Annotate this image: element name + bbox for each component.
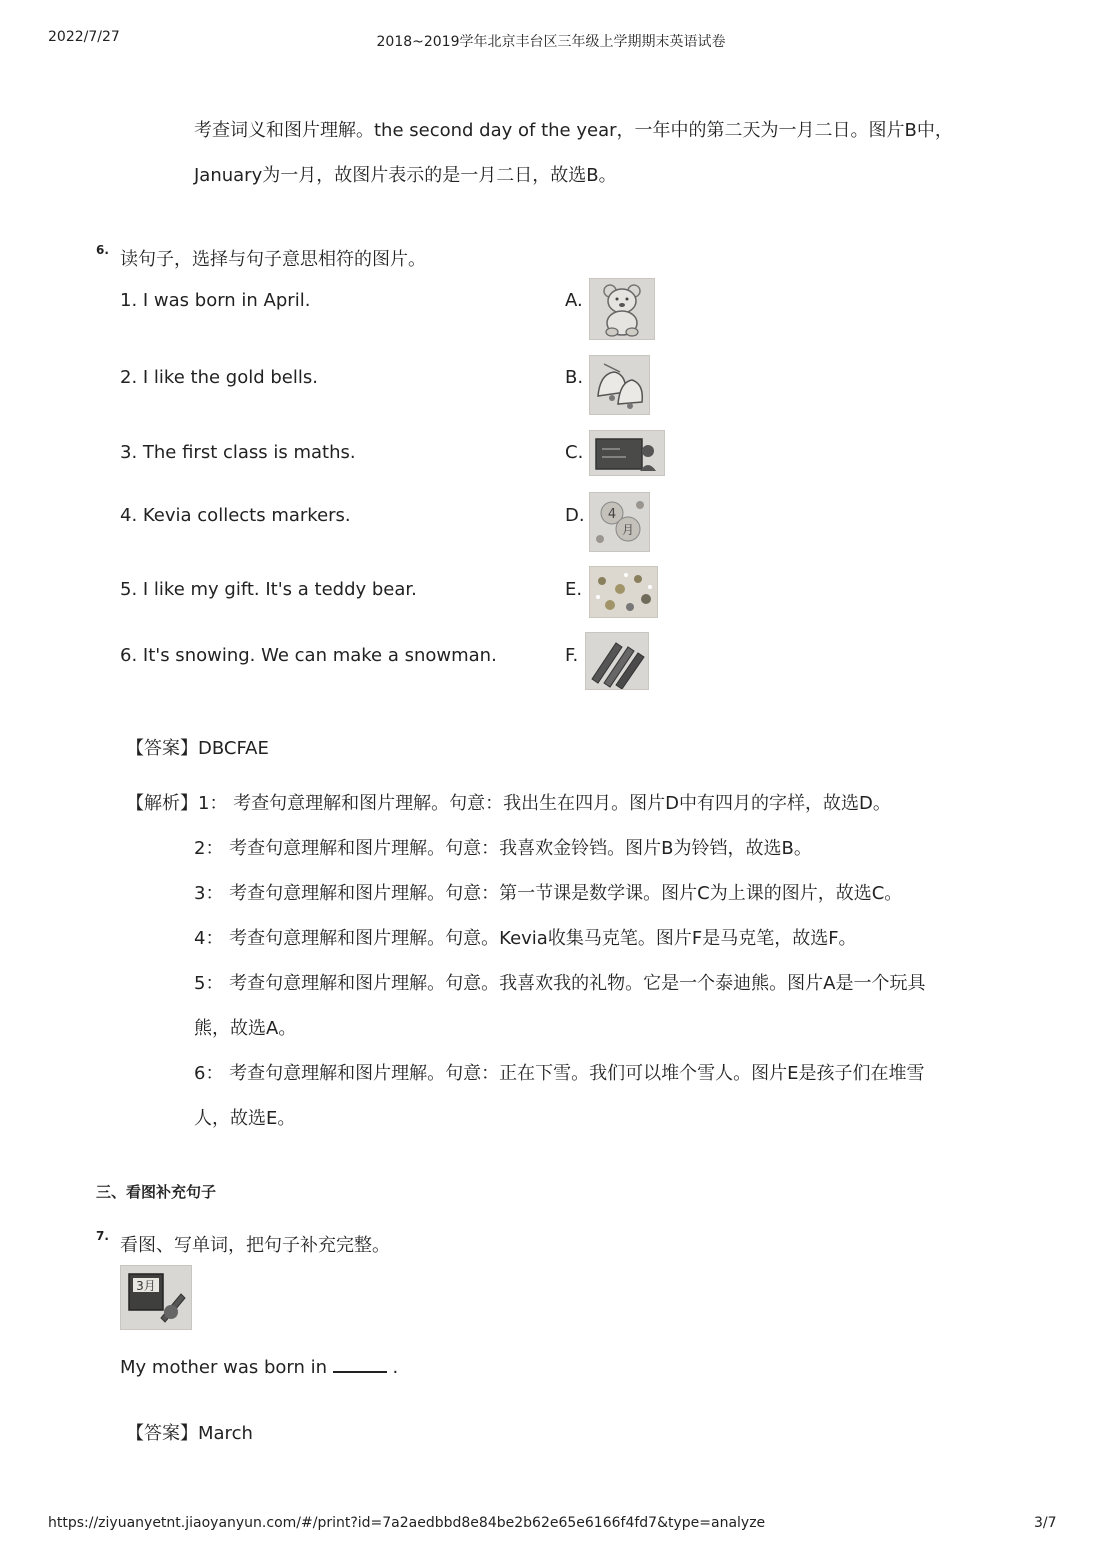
q6-sentence-1: 1. I was born in April. xyxy=(120,290,311,311)
q6-sentence-3: 3. The first class is maths. xyxy=(120,442,356,463)
q6-analysis-line-3: 3： 考查句意理解和图片理解。句意：第一节课是数学课。图片C为上课的图片，故选C。 xyxy=(194,883,903,904)
bells-picture xyxy=(589,355,650,415)
q6-analysis-line-6: 6： 考查句意理解和图片理解。句意：正在下雪。我们可以堆个雪人。图片E是孩子们在堆雪 xyxy=(194,1063,925,1084)
q6-analysis-text-1: 1： 考查句意理解和图片理解。句意：我出生在四月。图片D中有四月的字样，故选D。 xyxy=(198,793,891,814)
q7-answer-blank xyxy=(333,1359,387,1373)
q6-analysis-line-6b: 人，故选E。 xyxy=(194,1108,296,1129)
q6-answer-value: DBCFAE xyxy=(198,738,269,759)
march-picture-text: 3月 xyxy=(136,1279,156,1293)
footer-url[interactable]: https://ziyuanyetnt.jiaoyanyun.com/#/print?id=7a2aedbbd8e84be2b62e65e6166f4fd7&type=analyze xyxy=(48,1515,766,1531)
q7-answer-label: 【答案】 xyxy=(126,1423,198,1444)
q5-explanation-line-2: January为一月，故图片表示的是一月二日，故选B。 xyxy=(194,165,617,186)
q6-analysis-label: 【解析】 xyxy=(126,793,198,814)
q6-answer xyxy=(126,734,269,760)
q6-answer-label: 【答案】 xyxy=(126,738,198,759)
q6-sentence-5: 5. I like my gift. It's a teddy bear. xyxy=(120,579,417,600)
question-6-prompt: 读句子，选择与句子意思相符的图片。 xyxy=(120,249,426,270)
teddy-bear-picture xyxy=(589,278,655,340)
q6-sentence-6: 6. It's snowing. We can make a snowman. xyxy=(120,645,497,666)
q6-analysis-line-2: 2： 考查句意理解和图片理解。句意：我喜欢金铃铛。图片B为铃铛，故选B。 xyxy=(194,838,812,859)
classroom-picture xyxy=(589,430,665,476)
q7-answer xyxy=(126,1419,253,1445)
q7-sentence xyxy=(120,1357,398,1378)
q6-option-a-letter: A. xyxy=(565,290,583,311)
svg-text:月: 月 xyxy=(621,523,635,537)
q6-sentence-2: 2. I like the gold bells. xyxy=(120,367,318,388)
question-7-prompt: 看图、写单词，把句子补充完整。 xyxy=(120,1235,390,1256)
q6-option-f-letter: F. xyxy=(565,645,579,666)
q6-analysis-line-1 xyxy=(126,789,891,815)
q7-sentence-end: . xyxy=(386,1357,399,1378)
q5-explanation-line-1: 考查词义和图片理解。the second day of the year，一年中的第二天为一月二日。图片B中， xyxy=(194,120,953,141)
svg-text:4: 4 xyxy=(607,507,617,522)
kids-snow-picture xyxy=(589,566,658,618)
q6-option-c-letter: C. xyxy=(565,442,584,463)
q6-option-b-letter: B. xyxy=(565,367,584,388)
question-6-number: 6. xyxy=(96,243,109,257)
q6-sentence-4: 4. Kevia collects markers. xyxy=(120,505,351,526)
april-calendar-picture xyxy=(589,492,650,552)
q7-answer-value: March xyxy=(198,1423,253,1444)
question-7-number: 7. xyxy=(96,1229,109,1243)
q6-analysis-line-4: 4： 考查句意理解和图片理解。句意。Kevia收集马克笔。图片F是马克笔，故选F。 xyxy=(194,928,857,949)
section-3-title: 三、看图补充句子 xyxy=(96,1183,217,1201)
march-calendar-picture xyxy=(120,1265,192,1330)
page-number: 3/7 xyxy=(1034,1515,1057,1531)
q7-sentence-start: My mother was born in xyxy=(120,1357,333,1378)
q6-analysis-line-5b: 熊，故选A。 xyxy=(194,1018,297,1039)
q6-option-d-letter: D. xyxy=(565,505,585,526)
markers-picture xyxy=(585,632,649,690)
q6-analysis-line-5: 5： 考查句意理解和图片理解。句意。我喜欢我的礼物。它是一个泰迪熊。图片A是一个玩具 xyxy=(194,973,926,994)
document-title: 2018~2019学年北京丰台区三年级上学期期末英语试卷 xyxy=(376,34,726,50)
q6-option-e-letter: E. xyxy=(565,579,583,600)
print-date: 2022/7/27 xyxy=(48,29,120,45)
